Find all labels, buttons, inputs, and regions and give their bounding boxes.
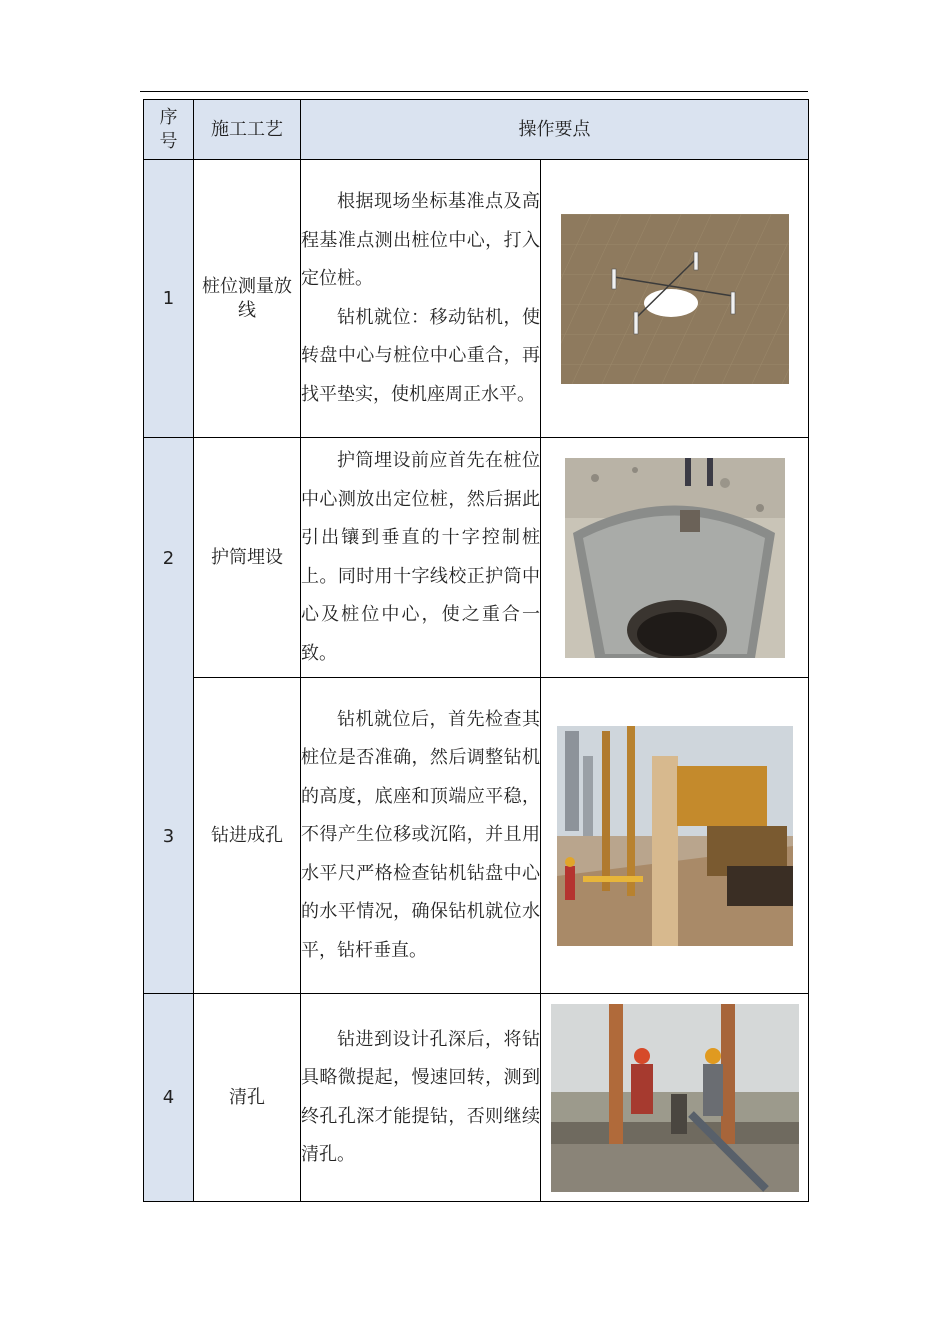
row-seq: 2 — [162, 548, 175, 569]
row-points — [301, 160, 541, 438]
top-rule — [140, 91, 808, 92]
row-process: 护筒埋设 — [194, 438, 301, 678]
row-points — [301, 438, 541, 678]
table-row — [144, 438, 809, 678]
points-paragraph: 钻进到设计孔深后，将钻具略微提起，慢速回转，测到终孔孔深才能提钻，否则继续清孔。 — [301, 1028, 540, 1165]
process-table — [143, 99, 809, 1202]
points-paragraph: 钻机就位：移动钻机，使转盘中心与桩位中心重合，再找平垫实，使机座周正水平。 — [301, 306, 540, 405]
row-seq-cell — [144, 438, 194, 994]
points-paragraph: 护筒埋设前应首先在桩位中心测放出定位桩，然后据此引出镶到垂直的十字控制桩上。同时用十字线校正护筒中心及桩位中心，使之重合一致。 — [301, 450, 540, 664]
row-photo-cell — [541, 994, 809, 1202]
row-seq: 1 — [144, 160, 194, 438]
row-photo-cell — [541, 438, 809, 678]
row-process: 钻进成孔 — [194, 678, 301, 994]
drilling-rig-photo — [557, 726, 793, 946]
pile-layout-illustration — [561, 214, 789, 384]
casing-photo — [565, 458, 785, 658]
row-process: 桩位测量放线 — [194, 160, 301, 438]
table-row — [144, 994, 809, 1202]
table-row — [144, 678, 809, 994]
row-photo-cell — [541, 678, 809, 994]
table-header-row — [144, 100, 809, 160]
row-process: 清孔 — [194, 994, 301, 1202]
hole-cleaning-photo — [551, 1004, 799, 1192]
row-seq: 4 — [144, 994, 194, 1202]
header-seq: 序号 — [144, 100, 194, 160]
row-seq: 3 — [162, 826, 175, 847]
header-process: 施工工艺 — [194, 100, 301, 160]
table-row — [144, 160, 809, 438]
row-points — [301, 678, 541, 994]
points-paragraph: 钻机就位后，首先检查其桩位是否准确，然后调整钻机的高度，底座和顶端应平稳，不得产生位移或沉陷，并且用水平尺严格检查钻机钻盘中心的水平情况，确保钻机就位水平，钻杆垂直。 — [301, 708, 540, 961]
points-paragraph: 根据现场坐标基准点及高程基准点测出桩位中心，打入定位桩。 — [301, 191, 540, 289]
row-photo-cell — [541, 160, 809, 438]
header-points: 操作要点 — [301, 100, 809, 160]
row-points — [301, 994, 541, 1202]
